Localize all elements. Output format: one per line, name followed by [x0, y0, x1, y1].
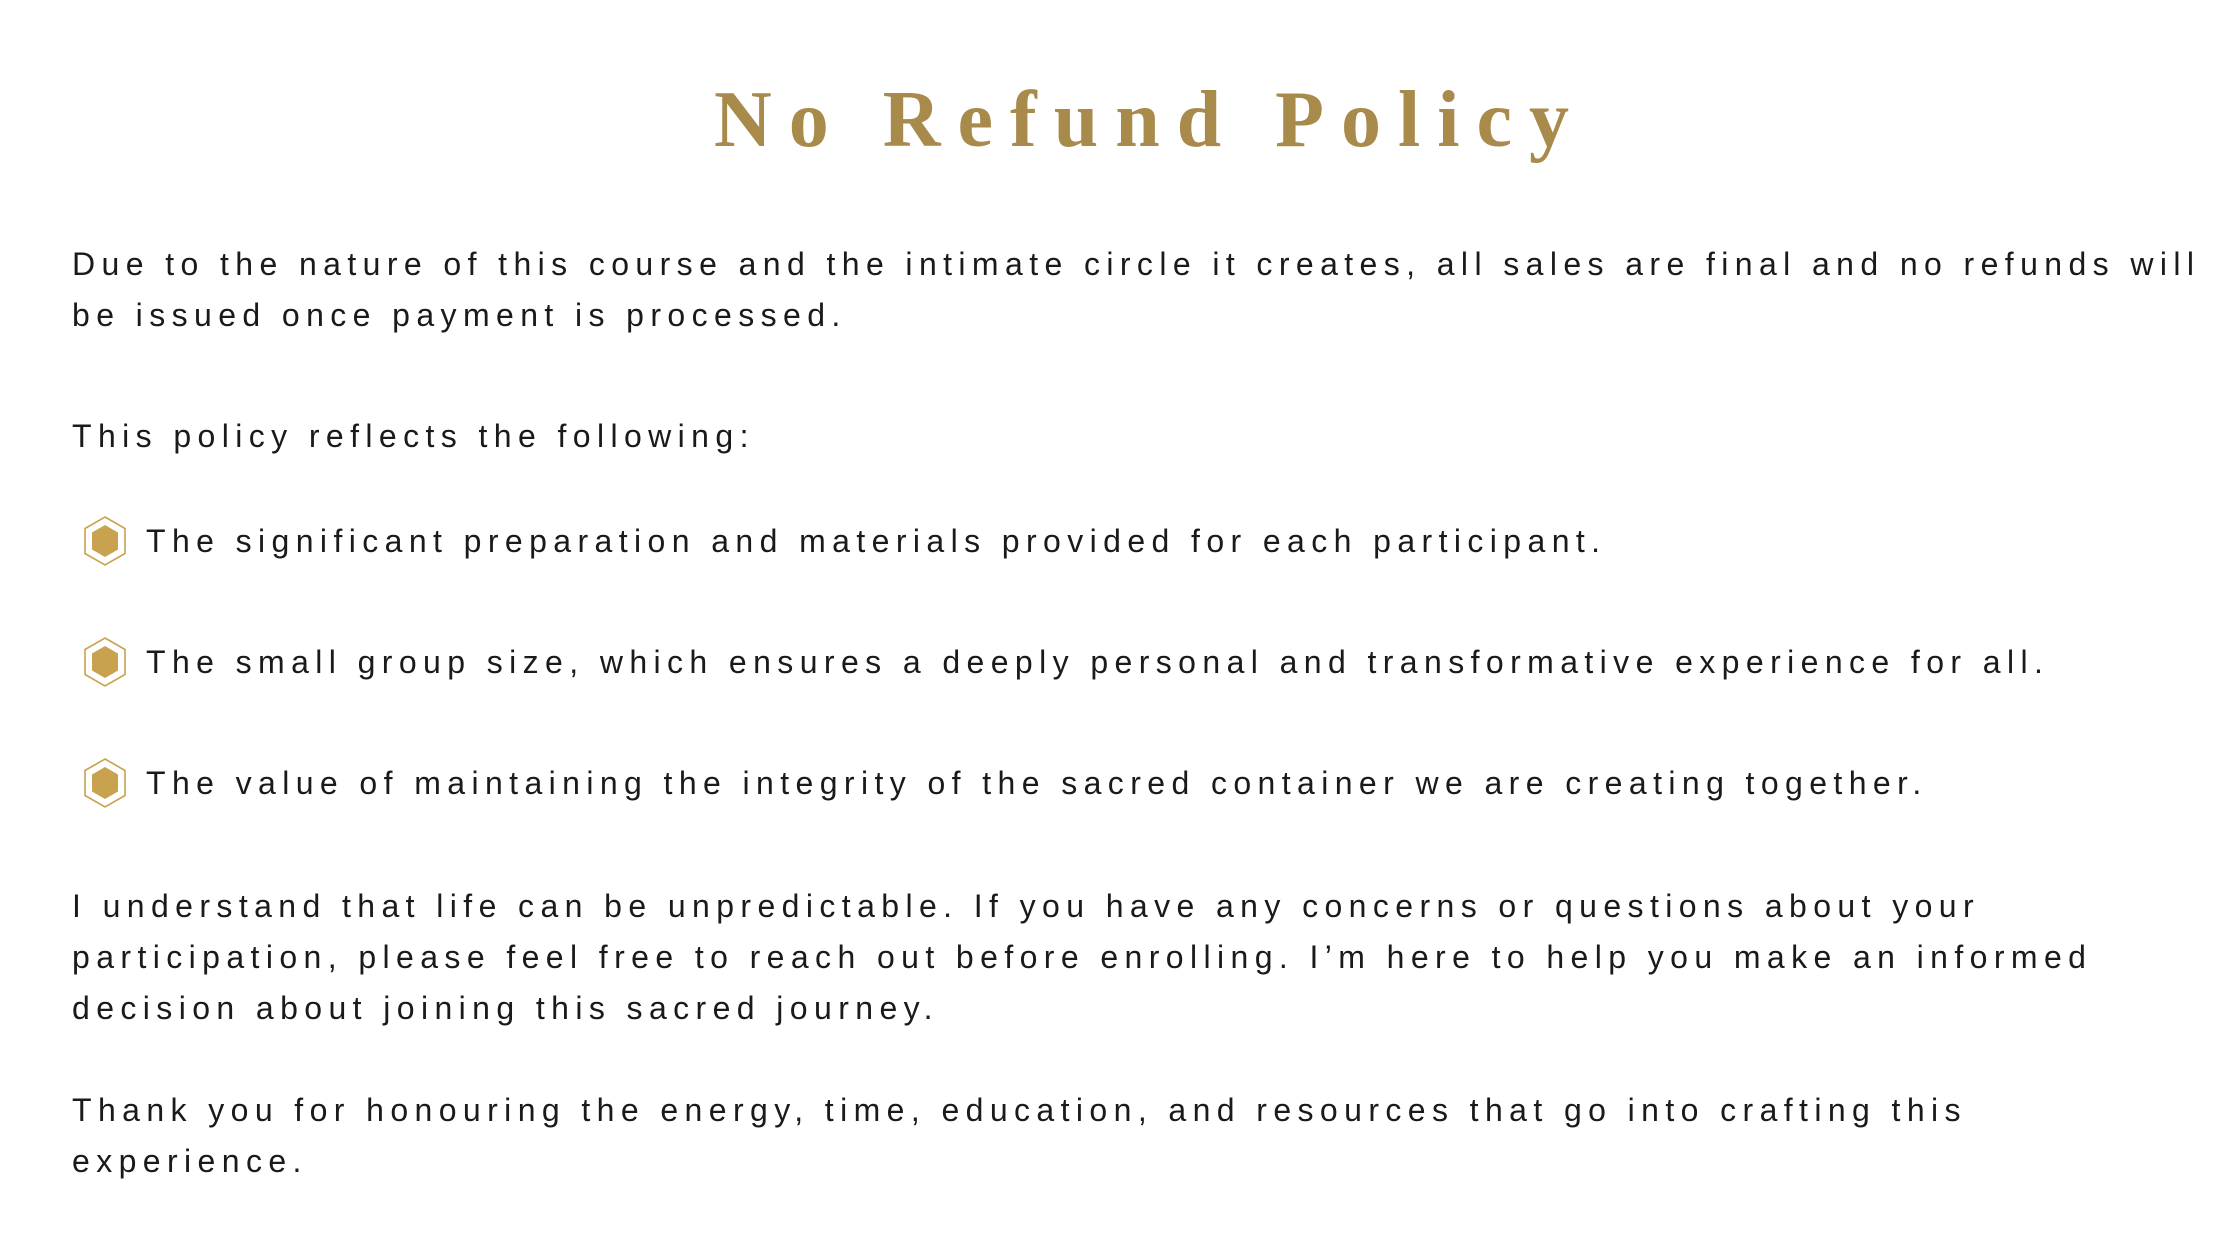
hexagon-bullet-icon — [82, 757, 128, 809]
list-item — [72, 636, 2222, 757]
list-item-text: The value of maintaining the integrity of the sacred container we are creating together. — [146, 765, 1928, 801]
hexagon-bullet-icon — [82, 515, 128, 567]
understanding-paragraph: I understand that life can be unpredictable. If you have any concerns or questions about your participation, please feel free to reach out before enrolling. I’m here to help you make an informed decision about joining this sacred journey. — [72, 888, 2093, 1026]
page-title: No Refund Policy — [714, 76, 1586, 164]
list-item-text: The small group size, which ensures a deeply personal and transformative experience for all. — [146, 644, 2050, 680]
policy-reasons-list — [72, 515, 2222, 878]
list-heading: This policy reflects the following: — [72, 418, 755, 454]
intro-paragraph: Due to the nature of this course and the intimate circle it creates, all sales are final and no refunds will be issued once payment is processed. — [72, 246, 2201, 333]
list-item-text: The significant preparation and materials provided for each participant. — [146, 523, 1607, 559]
list-item — [72, 757, 2222, 878]
thanks-paragraph: Thank you for honouring the energy, time, education, and resources that go into crafting this experience. — [72, 1092, 1967, 1179]
hexagon-bullet-icon — [82, 636, 128, 688]
list-item — [72, 515, 2222, 636]
